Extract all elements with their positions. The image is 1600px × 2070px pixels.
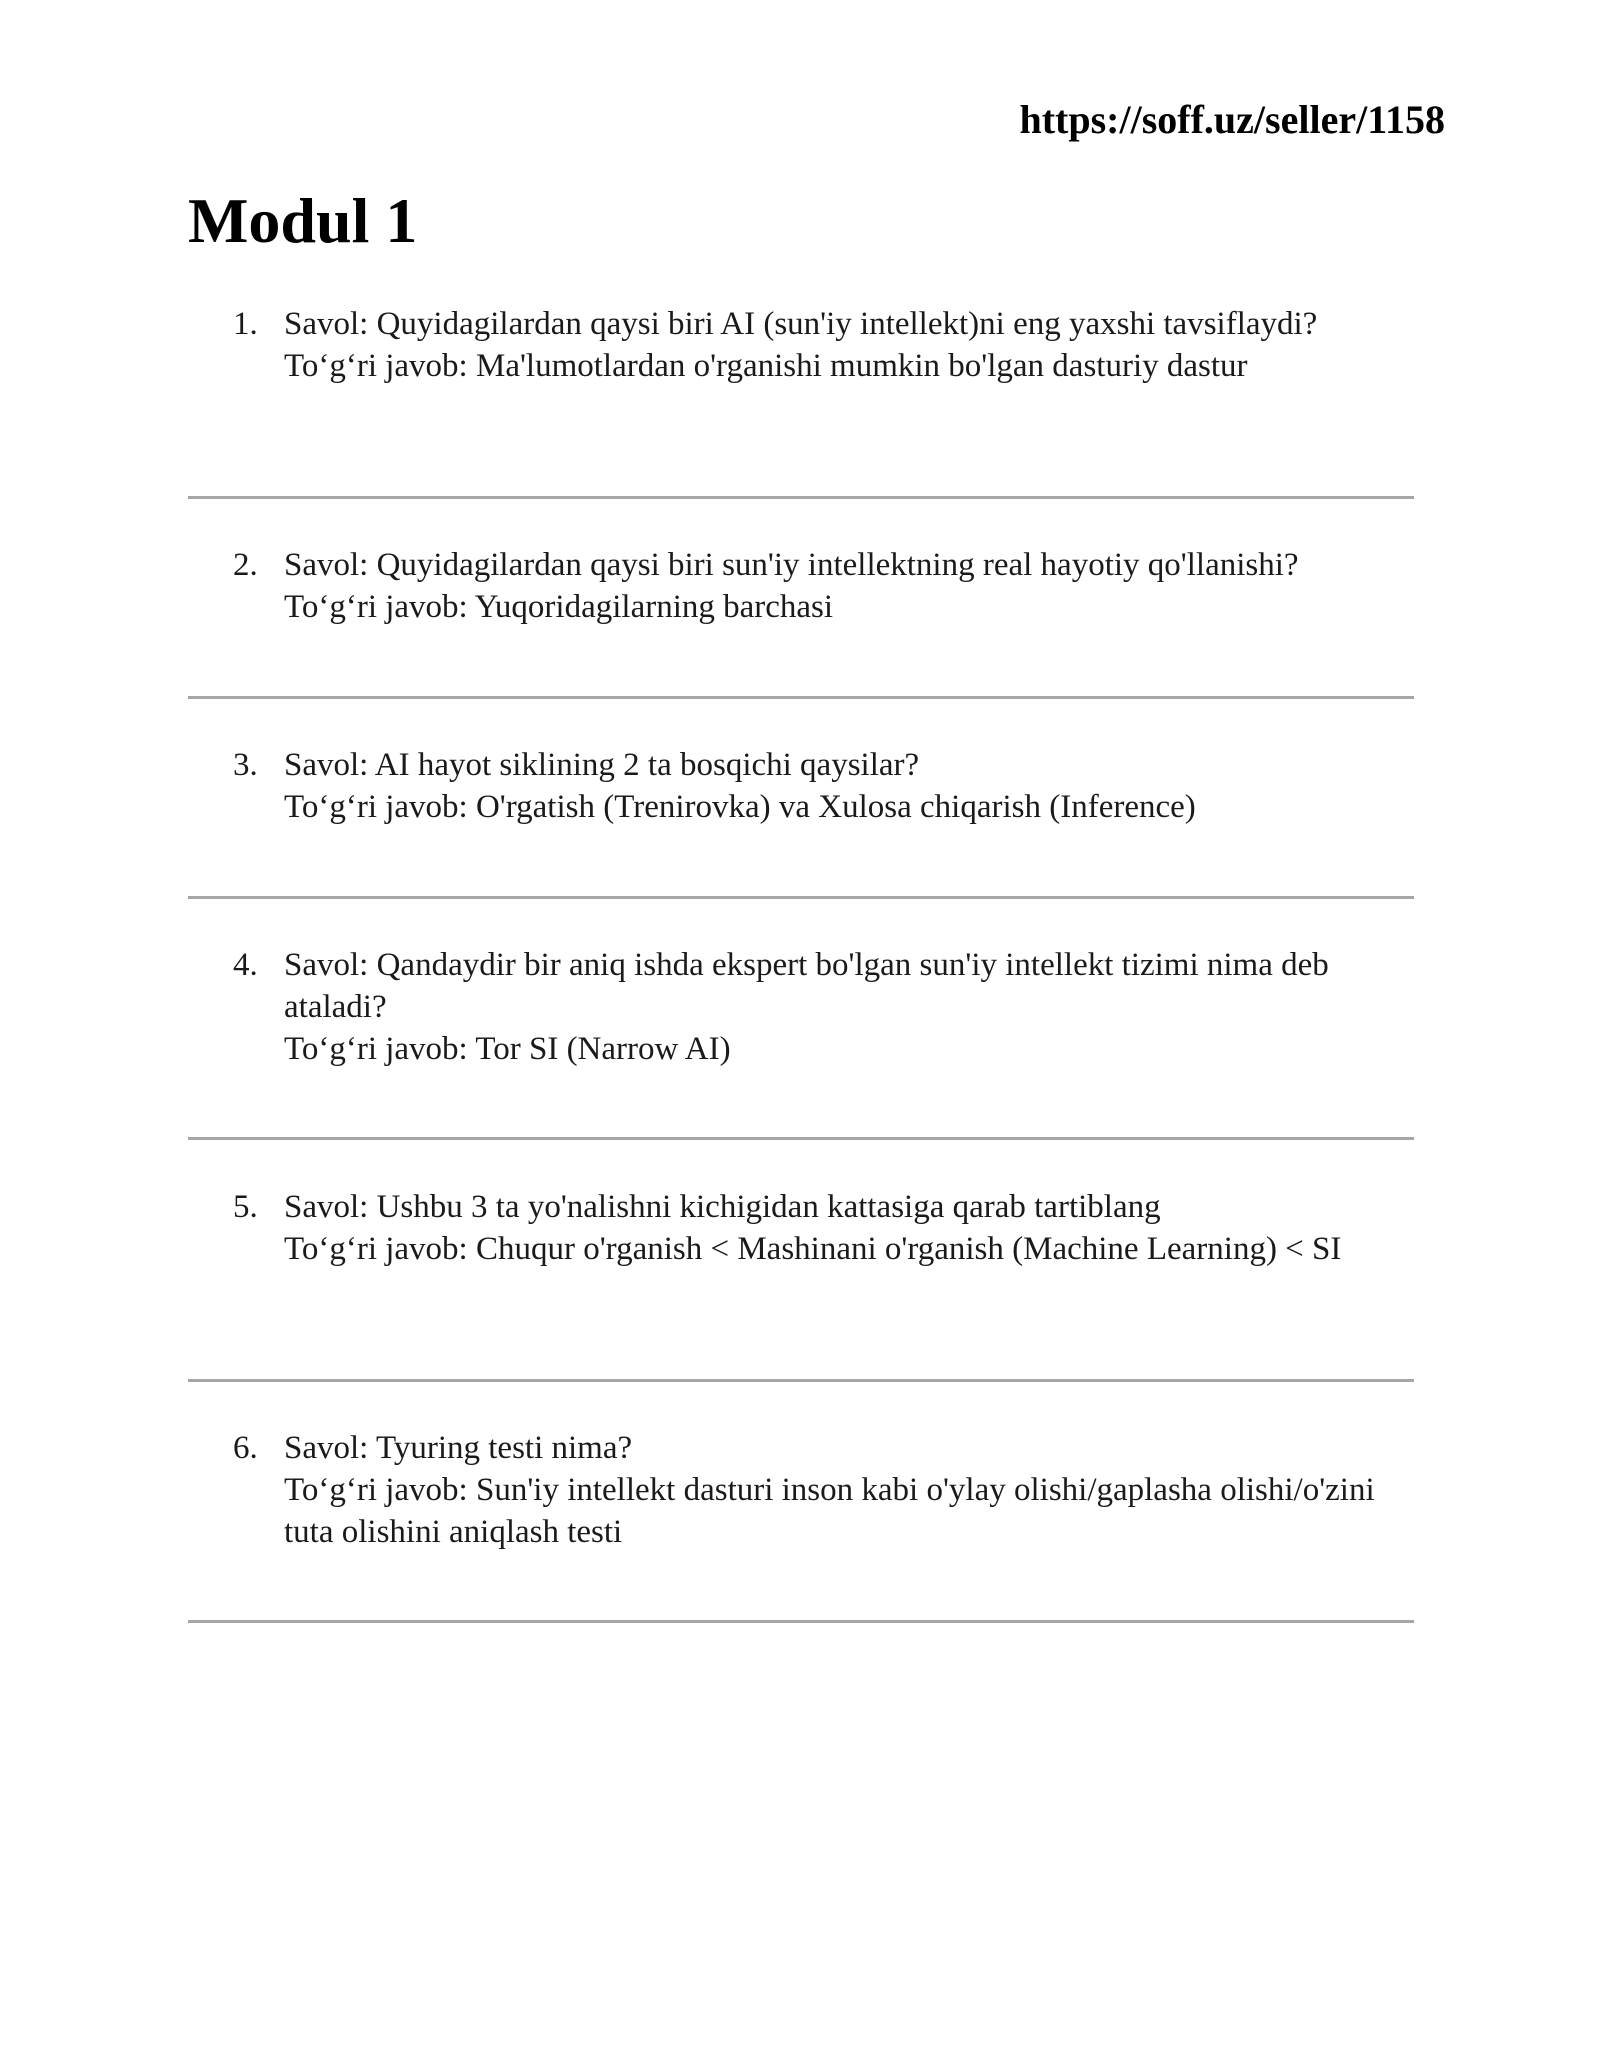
question-text: Savol: AI hayot siklining 2 ta bosqichi qaysilar? [284, 747, 920, 783]
question-number: 5. [233, 1189, 258, 1225]
answer-text: To‘g‘ri javob: Yuqoridagilarning barchasi [284, 589, 834, 625]
answer-text: To‘g‘ri javob: O'rgatish (Trenirovka) va Xulosa chiqarish (Inference) [284, 789, 1196, 825]
qa-item-1 [188, 303, 1406, 387]
qa-item-6 [188, 1427, 1406, 1553]
divider [188, 696, 1414, 699]
page-title: Modul 1 [188, 185, 418, 256]
question-text: Savol: Quyidagilardan qaysi biri AI (sun'iy intellekt)ni eng yaxshi tavsiflaydi? [284, 306, 1318, 342]
qa-item-2 [188, 544, 1406, 628]
answer-text: To‘g‘ri javob: Tor SI (Narrow AI) [284, 1031, 731, 1067]
question-text: Savol: Quyidagilardan qaysi biri sun'iy intellektning real hayotiy qo'llanishi? [284, 547, 1299, 583]
answer-text: To‘g‘ri javob: Sun'iy intellekt dasturi inson kabi o'ylay olishi/gaplasha olishi/o'zini tuta olishini aniqlash testi [284, 1472, 1375, 1550]
divider [188, 1379, 1414, 1382]
divider [188, 1137, 1414, 1140]
question-number: 1. [233, 306, 258, 342]
divider [188, 496, 1414, 499]
qa-item-4 [188, 944, 1406, 1070]
question-text: Savol: Tyuring testi nima? [284, 1430, 633, 1466]
answer-text: To‘g‘ri javob: Chuqur o'rganish < Mashinani o'rganish (Machine Learning) < SI [284, 1231, 1342, 1267]
qa-item-3 [188, 744, 1406, 828]
divider [188, 896, 1414, 899]
question-number: 6. [233, 1430, 258, 1466]
question-text: Savol: Ushbu 3 ta yo'nalishni kichigidan kattasiga qarab tartiblang [284, 1189, 1161, 1225]
answer-text: To‘g‘ri javob: Ma'lumotlardan o'rganishi mumkin bo'lgan dasturiy dastur [284, 348, 1248, 384]
question-number: 3. [233, 747, 258, 783]
divider [188, 1620, 1414, 1623]
seller-url: https://soff.uz/seller/1158 [1019, 97, 1445, 142]
qa-item-5 [188, 1186, 1406, 1270]
question-number: 4. [233, 947, 258, 983]
question-number: 2. [233, 547, 258, 583]
question-text: Savol: Qandaydir bir aniq ishda ekspert bo'lgan sun'iy intellekt tizimi nima deb ataladi? [284, 947, 1329, 1025]
